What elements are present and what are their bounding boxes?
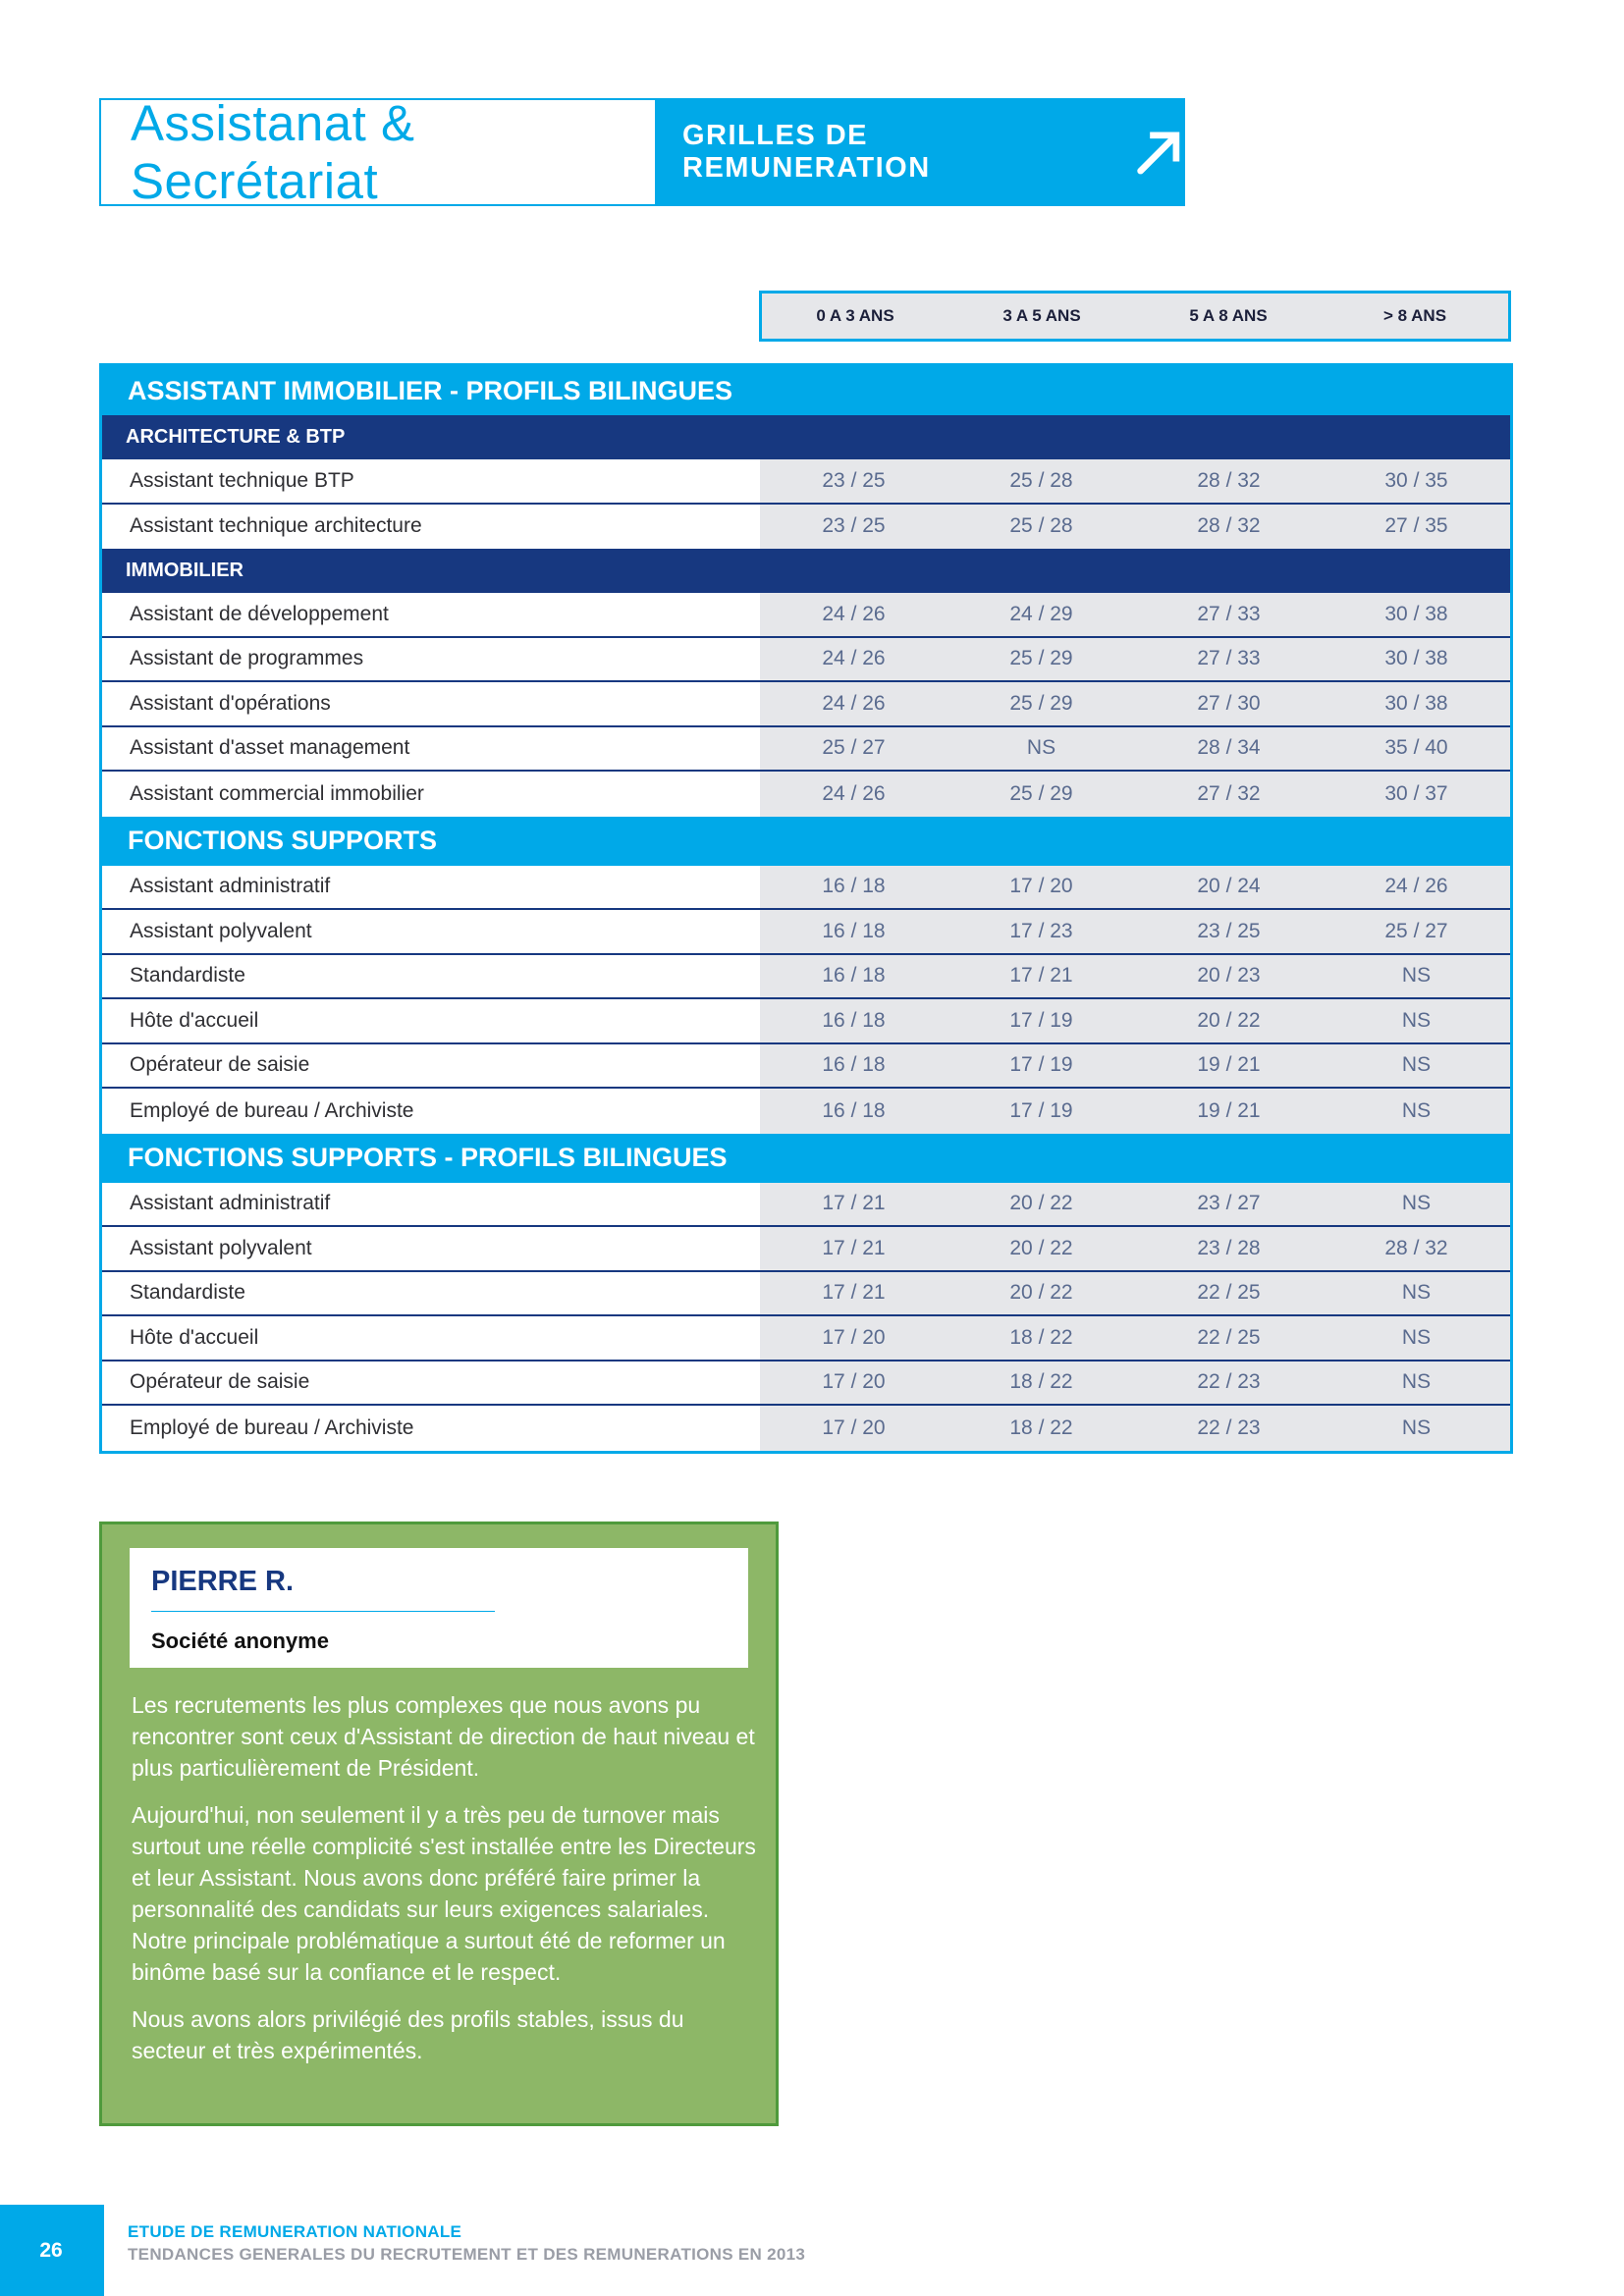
column-header: 3 A 5 ANS <box>1002 306 1081 325</box>
salary-cell: 20 / 23 <box>1197 964 1261 988</box>
salary-cell: NS <box>1401 1415 1432 1439</box>
job-title: Assistant technique BTP <box>102 459 760 503</box>
salary-cell: NS <box>1401 1008 1432 1032</box>
salary-cell: 27 / 33 <box>1197 602 1261 625</box>
job-title: Assistant d'opérations <box>102 682 760 725</box>
salary-values <box>760 910 1510 953</box>
salary-cell: 23 / 25 <box>822 468 886 492</box>
salary-cell: 22 / 23 <box>1197 1415 1261 1439</box>
salary-cell: 16 / 18 <box>822 1008 886 1032</box>
table-row <box>102 999 1510 1044</box>
salary-cell: NS <box>1401 1098 1432 1122</box>
salary-values <box>760 459 1510 503</box>
salary-cell: 16 / 18 <box>822 964 886 988</box>
salary-values <box>760 772 1510 817</box>
salary-cell: 19 / 21 <box>1197 1098 1261 1122</box>
salary-values <box>760 1183 1510 1226</box>
subsection-header: ARCHITECTURE & BTP <box>102 415 1510 459</box>
salary-cell: 23 / 28 <box>1197 1236 1261 1259</box>
job-title: Assistant polyvalent <box>102 1227 760 1270</box>
salary-cell: 17 / 20 <box>822 1370 886 1394</box>
salary-cell: 20 / 24 <box>1197 875 1261 898</box>
salary-cell: 22 / 25 <box>1197 1325 1261 1349</box>
salary-cell: 35 / 40 <box>1384 736 1448 760</box>
table-row <box>102 682 1510 727</box>
salary-cell: 30 / 38 <box>1384 647 1448 670</box>
footer-line-1: ETUDE DE REMUNERATION NATIONALE <box>128 2222 462 2241</box>
salary-cell: 19 / 21 <box>1197 1053 1261 1077</box>
header-band-label: GRILLES DE REMUNERATION <box>682 120 931 184</box>
salary-cell: 17 / 21 <box>822 1236 886 1259</box>
table-row <box>102 1316 1510 1362</box>
salary-cell: 22 / 23 <box>1197 1370 1261 1394</box>
salary-values <box>760 1406 1510 1451</box>
testimonial-card <box>130 1548 748 1668</box>
salary-cell: 28 / 34 <box>1197 736 1261 760</box>
salary-cell: 24 / 26 <box>822 602 886 625</box>
salary-values <box>760 1044 1510 1088</box>
arrow-up-right-icon <box>1133 125 1185 180</box>
section-header: FONCTIONS SUPPORTS - PROFILS BILINGUES <box>102 1134 1510 1183</box>
salary-cell: 25 / 29 <box>1009 781 1073 805</box>
salary-cell: 20 / 22 <box>1009 1192 1073 1215</box>
job-title: Standardiste <box>102 1272 760 1315</box>
salary-cell: 18 / 22 <box>1009 1325 1073 1349</box>
salary-cell: 27 / 30 <box>1197 691 1261 715</box>
section-header: ASSISTANT IMMOBILIER - PROFILS BILINGUES <box>102 366 1510 415</box>
salary-cell: 30 / 38 <box>1384 691 1448 715</box>
salary-cell: 28 / 32 <box>1384 1236 1448 1259</box>
salary-values <box>760 682 1510 725</box>
salary-cell: 25 / 29 <box>1009 647 1073 670</box>
job-title: Employé de bureau / Archiviste <box>102 1406 760 1451</box>
table-row <box>102 1089 1510 1134</box>
column-headers <box>759 291 1511 342</box>
footer-line-2: TENDANCES GENERALES DU RECRUTEMENT ET DES REMUNERATIONS EN 2013 <box>128 2245 806 2264</box>
salary-cell: 16 / 18 <box>822 875 886 898</box>
salary-values <box>760 1227 1510 1270</box>
table-row <box>102 1406 1510 1451</box>
salary-cell: 17 / 20 <box>822 1415 886 1439</box>
job-title: Employé de bureau / Archiviste <box>102 1089 760 1134</box>
table-row <box>102 955 1510 1000</box>
page-number: 26 <box>0 2205 104 2296</box>
salary-cell: 30 / 38 <box>1384 602 1448 625</box>
salary-cell: 17 / 23 <box>1009 919 1073 942</box>
salary-values <box>760 1089 1510 1134</box>
salary-values <box>760 866 1510 909</box>
salary-cell: 17 / 20 <box>822 1325 886 1349</box>
salary-cell: 20 / 22 <box>1009 1236 1073 1259</box>
salary-values <box>760 505 1510 550</box>
salary-cell: 23 / 25 <box>1197 919 1261 942</box>
table-row <box>102 1227 1510 1272</box>
salary-cell: 27 / 32 <box>1197 781 1261 805</box>
salary-cell: NS <box>1401 1370 1432 1394</box>
salary-cell: 20 / 22 <box>1197 1008 1261 1032</box>
section-header: FONCTIONS SUPPORTS <box>102 817 1510 866</box>
job-title: Opérateur de saisie <box>102 1362 760 1405</box>
table-row <box>102 1272 1510 1317</box>
salary-values <box>760 955 1510 998</box>
table-row <box>102 1044 1510 1090</box>
salary-cell: NS <box>1401 1053 1432 1077</box>
testimonial-body <box>132 1689 760 2082</box>
table-row <box>102 1183 1510 1228</box>
salary-cell: NS <box>1401 1281 1432 1305</box>
salary-values <box>760 638 1510 681</box>
page-header <box>99 95 1185 209</box>
salary-cell: 17 / 21 <box>822 1192 886 1215</box>
salary-cell: 24 / 26 <box>1384 875 1448 898</box>
table-row <box>102 772 1510 817</box>
salary-cell: NS <box>1026 736 1056 760</box>
salary-cell: 16 / 18 <box>822 1053 886 1077</box>
job-title: Assistant administratif <box>102 866 760 909</box>
salary-cell: 24 / 29 <box>1009 602 1073 625</box>
testimonial-paragraph: Nous avons alors privilégié des profils stables, issus du secteur et très expérimentés. <box>132 2006 684 2063</box>
table-row <box>102 910 1510 955</box>
column-header: 5 A 8 ANS <box>1189 306 1268 325</box>
job-title: Hôte d'accueil <box>102 1316 760 1360</box>
salary-cell: 17 / 20 <box>1009 875 1073 898</box>
salary-table <box>99 363 1513 1454</box>
page-title: Assistanat & Secrétariat <box>99 98 657 206</box>
salary-cell: 16 / 18 <box>822 1098 886 1122</box>
testimonial-name: PIERRE R. <box>151 1566 295 1597</box>
salary-cell: 25 / 28 <box>1009 514 1073 538</box>
salary-cell: 22 / 25 <box>1197 1281 1261 1305</box>
job-title: Assistant administratif <box>102 1183 760 1226</box>
table-row <box>102 1362 1510 1407</box>
salary-cell: 23 / 27 <box>1197 1192 1261 1215</box>
salary-cell: 20 / 22 <box>1009 1281 1073 1305</box>
job-title: Assistant commercial immobilier <box>102 772 760 817</box>
salary-cell: 25 / 27 <box>822 736 886 760</box>
salary-cell: 28 / 32 <box>1197 514 1261 538</box>
salary-cell: 27 / 33 <box>1197 647 1261 670</box>
testimonial-company: Société anonyme <box>151 1629 329 1653</box>
table-row <box>102 866 1510 911</box>
salary-cell: 24 / 26 <box>822 781 886 805</box>
salary-cell: 18 / 22 <box>1009 1370 1073 1394</box>
salary-cell: 17 / 21 <box>1009 964 1073 988</box>
salary-values <box>760 593 1510 636</box>
salary-cell: 25 / 27 <box>1384 919 1448 942</box>
salary-cell: 24 / 26 <box>822 647 886 670</box>
salary-cell: 17 / 21 <box>822 1281 886 1305</box>
job-title: Assistant d'asset management <box>102 727 760 771</box>
salary-cell: 18 / 22 <box>1009 1415 1073 1439</box>
salary-values <box>760 727 1510 771</box>
salary-values <box>760 1316 1510 1360</box>
salary-cell: 17 / 19 <box>1009 1098 1073 1122</box>
salary-values <box>760 1362 1510 1405</box>
job-title: Assistant de programmes <box>102 638 760 681</box>
salary-cell: 23 / 25 <box>822 514 886 538</box>
job-title: Assistant de développement <box>102 593 760 636</box>
table-row <box>102 727 1510 773</box>
salary-cell: 25 / 29 <box>1009 691 1073 715</box>
salary-cell: 27 / 35 <box>1384 514 1448 538</box>
table-row <box>102 459 1510 505</box>
header-band <box>657 98 1185 206</box>
subsection-header: IMMOBILIER <box>102 549 1510 593</box>
job-title: Standardiste <box>102 955 760 998</box>
salary-cell: NS <box>1401 1192 1432 1215</box>
salary-cell: NS <box>1401 1325 1432 1349</box>
job-title: Hôte d'accueil <box>102 999 760 1042</box>
salary-cell: 30 / 35 <box>1384 468 1448 492</box>
salary-cell: 30 / 37 <box>1384 781 1448 805</box>
salary-cell: 25 / 28 <box>1009 468 1073 492</box>
divider <box>151 1611 495 1612</box>
testimonial-paragraph: Aujourd'hui, non seulement il y a très peu de turnover mais surtout une réelle complicité s'est installée entre les Directeurs et leur Assistant. Nous avons donc préféré faire primer la personnalité des candidats sur leurs exigences salariales. Notre principale problématique a surtout été de reformer un binôme basé sur la confiance et le respect. <box>132 1802 756 1985</box>
testimonial-box <box>99 1522 779 2126</box>
salary-cell: 17 / 19 <box>1009 1008 1073 1032</box>
job-title: Assistant polyvalent <box>102 910 760 953</box>
salary-values <box>760 1272 1510 1315</box>
job-title: Opérateur de saisie <box>102 1044 760 1088</box>
table-row <box>102 505 1510 550</box>
salary-cell: 17 / 19 <box>1009 1053 1073 1077</box>
salary-cell: 24 / 26 <box>822 691 886 715</box>
column-header: 0 A 3 ANS <box>816 306 894 325</box>
salary-cell: 28 / 32 <box>1197 468 1261 492</box>
salary-cell: NS <box>1401 964 1432 988</box>
column-header: > 8 ANS <box>1382 306 1447 325</box>
table-row <box>102 638 1510 683</box>
job-title: Assistant technique architecture <box>102 505 760 550</box>
testimonial-paragraph: Les recrutements les plus complexes que nous avons pu rencontrer sont ceux d'Assistant de direction de haut niveau et plus particulièrement de Président. <box>132 1692 755 1781</box>
salary-cell: 16 / 18 <box>822 919 886 942</box>
table-row <box>102 593 1510 638</box>
salary-values <box>760 999 1510 1042</box>
